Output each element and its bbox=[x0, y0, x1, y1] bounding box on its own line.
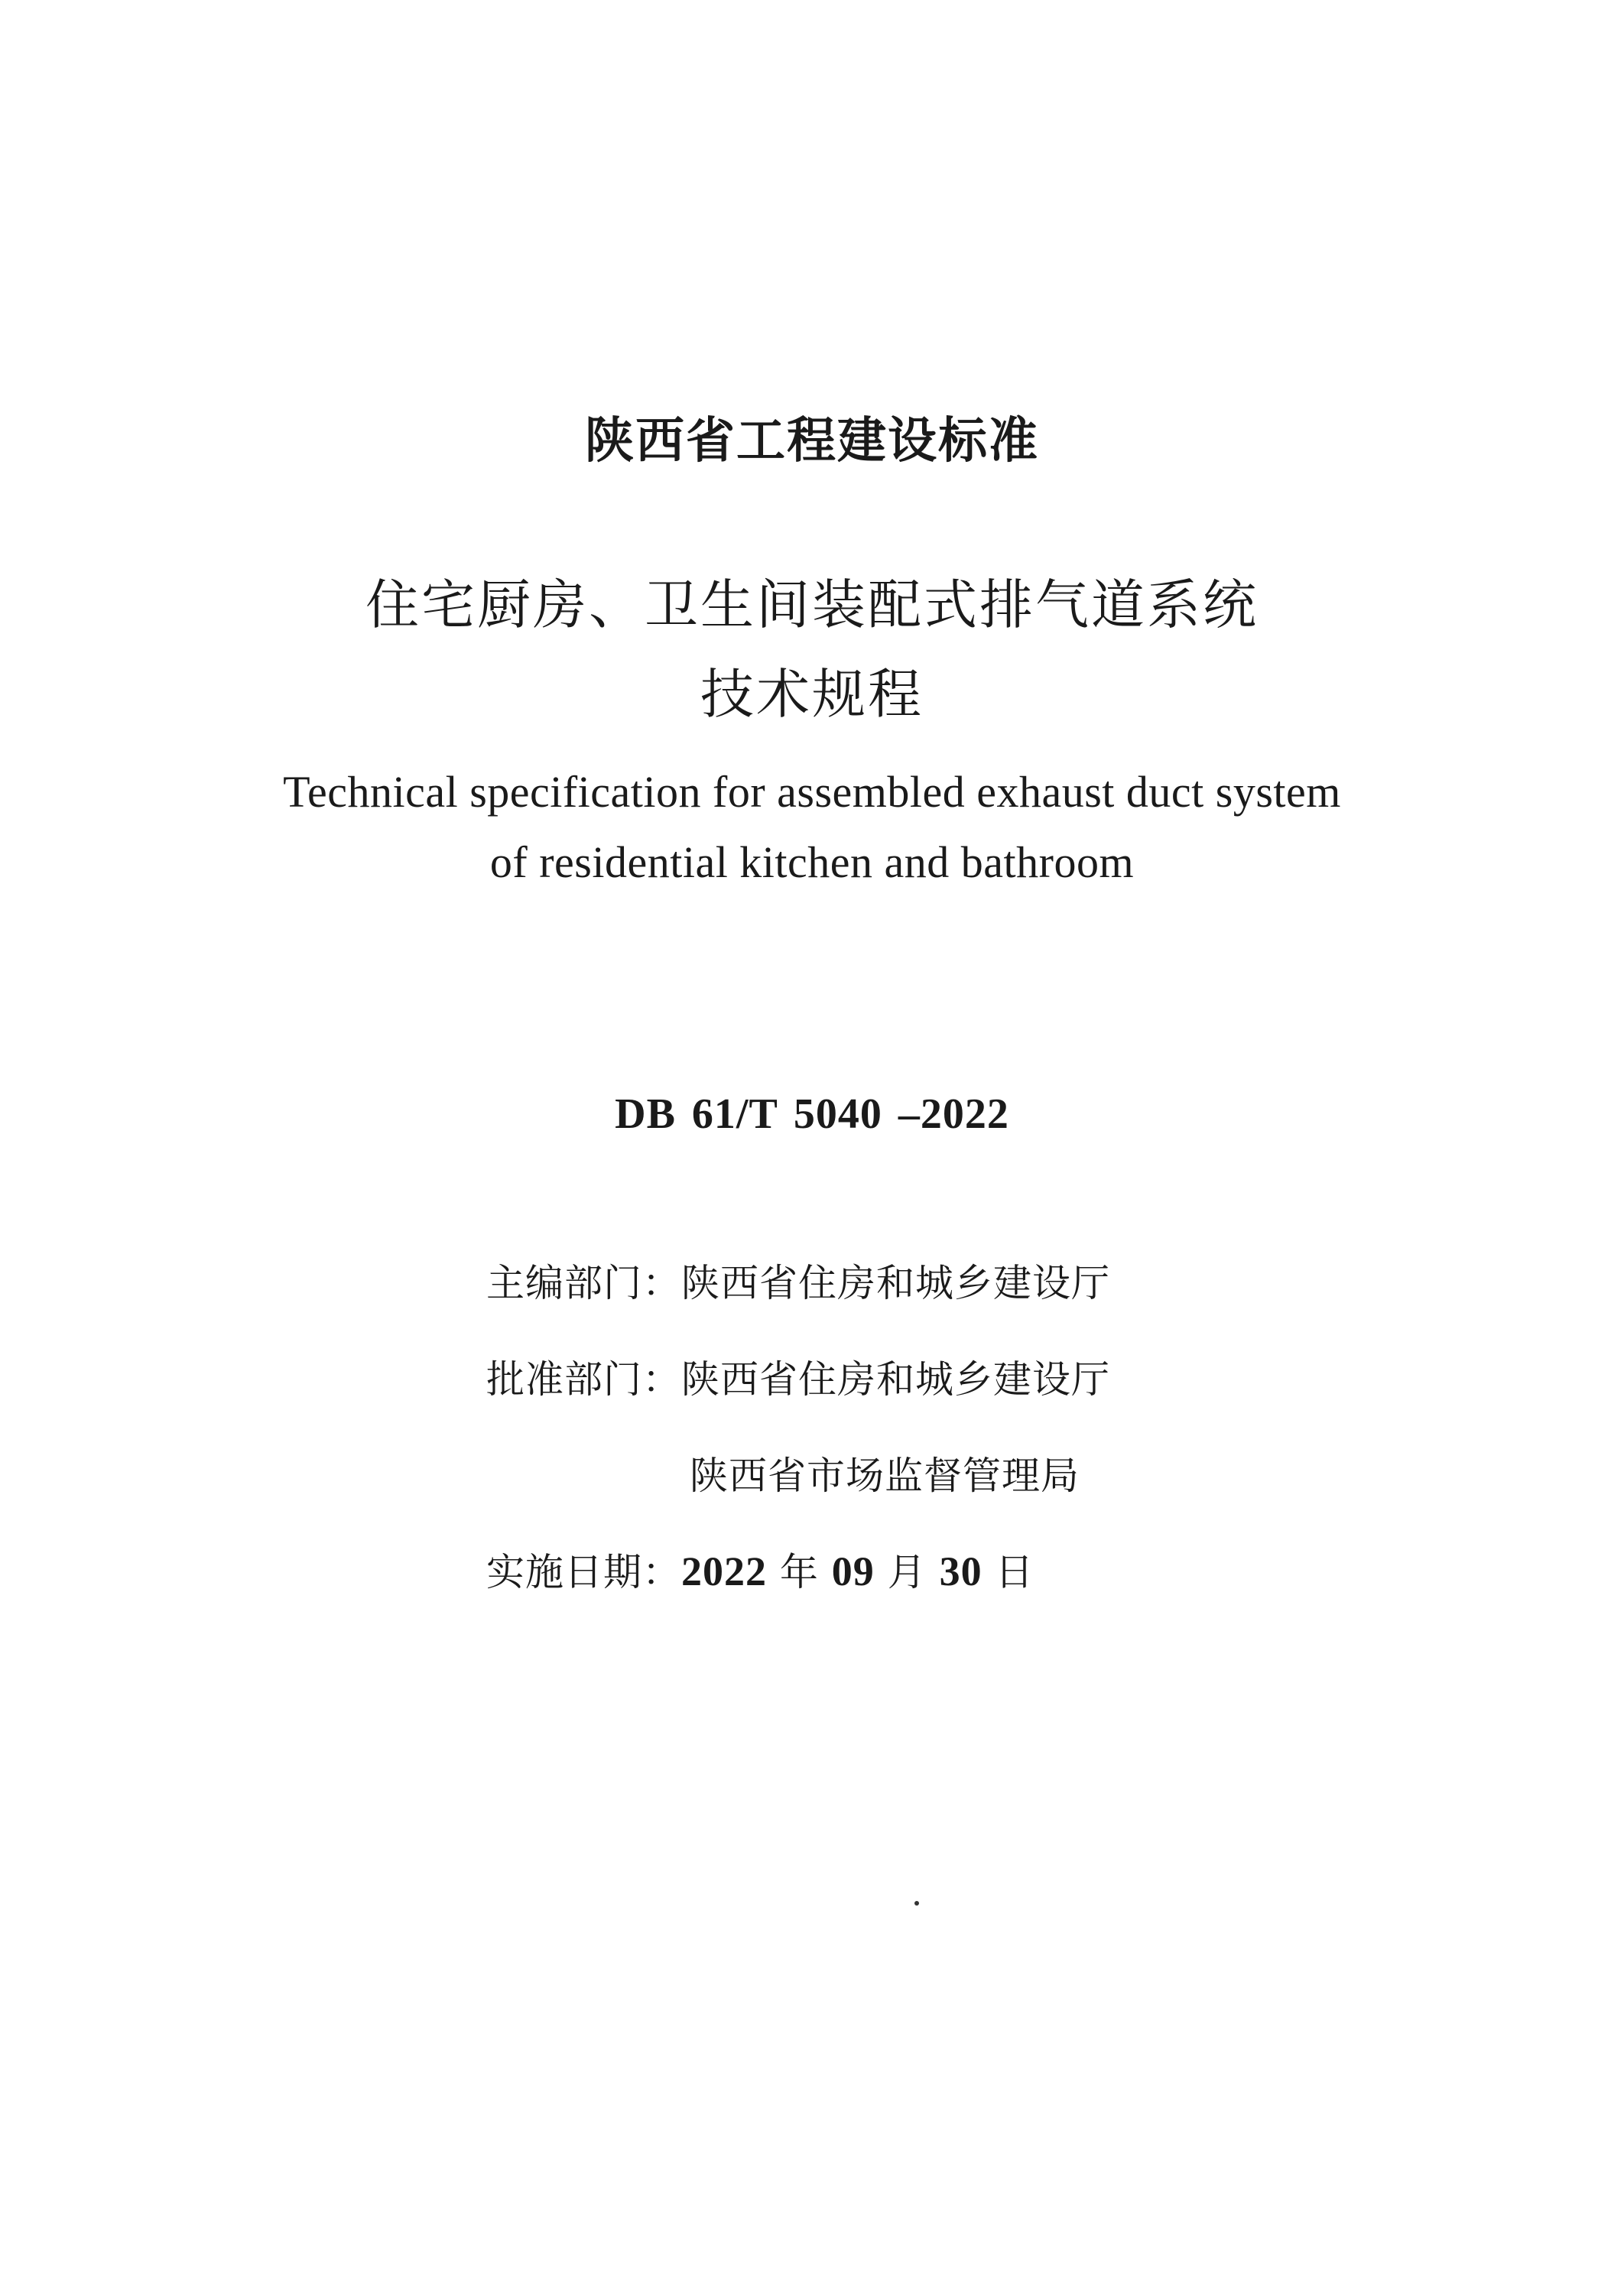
chinese-title-line-2: 技术规程 bbox=[700, 663, 924, 726]
english-title-line-1: Technical specification for assembled exhaust duct system bbox=[283, 767, 1341, 817]
date-month: 09 bbox=[831, 1548, 875, 1594]
series-title: 陕西省工程建设标准 bbox=[585, 413, 1039, 470]
date-day: 30 bbox=[939, 1548, 983, 1594]
implementation-date-row bbox=[486, 1542, 1034, 1597]
date-year: 2022 bbox=[681, 1548, 767, 1594]
date-month-unit: 月 bbox=[874, 1550, 940, 1594]
approval-label: 批准部门： bbox=[486, 1357, 681, 1402]
chief-editor-row bbox=[486, 1253, 1110, 1308]
english-title-line-2: of residential kitchen and bathroom bbox=[489, 837, 1135, 887]
chief-editor-label: 主编部门： bbox=[486, 1261, 681, 1305]
implementation-date-value bbox=[681, 1542, 1034, 1597]
standard-code: DB 61/T 5040 –2022 bbox=[615, 1090, 1009, 1138]
implementation-date-label: 实施日期： bbox=[486, 1550, 681, 1594]
approval-value-2: 陕西省市场监督管理局 bbox=[690, 1454, 1080, 1498]
scan-dot bbox=[914, 1901, 919, 1906]
approval-row bbox=[486, 1349, 1110, 1404]
date-day-unit: 日 bbox=[982, 1550, 1034, 1594]
date-year-unit: 年 bbox=[767, 1550, 832, 1594]
approval-value-1: 陕西省住房和城乡建设厅 bbox=[681, 1357, 1110, 1402]
approval-row-2 bbox=[690, 1445, 1080, 1500]
chinese-title-line-1: 住宅厨房、卫生间装配式排气道系统 bbox=[365, 574, 1259, 636]
chief-editor-value: 陕西省住房和城乡建设厅 bbox=[681, 1261, 1110, 1305]
